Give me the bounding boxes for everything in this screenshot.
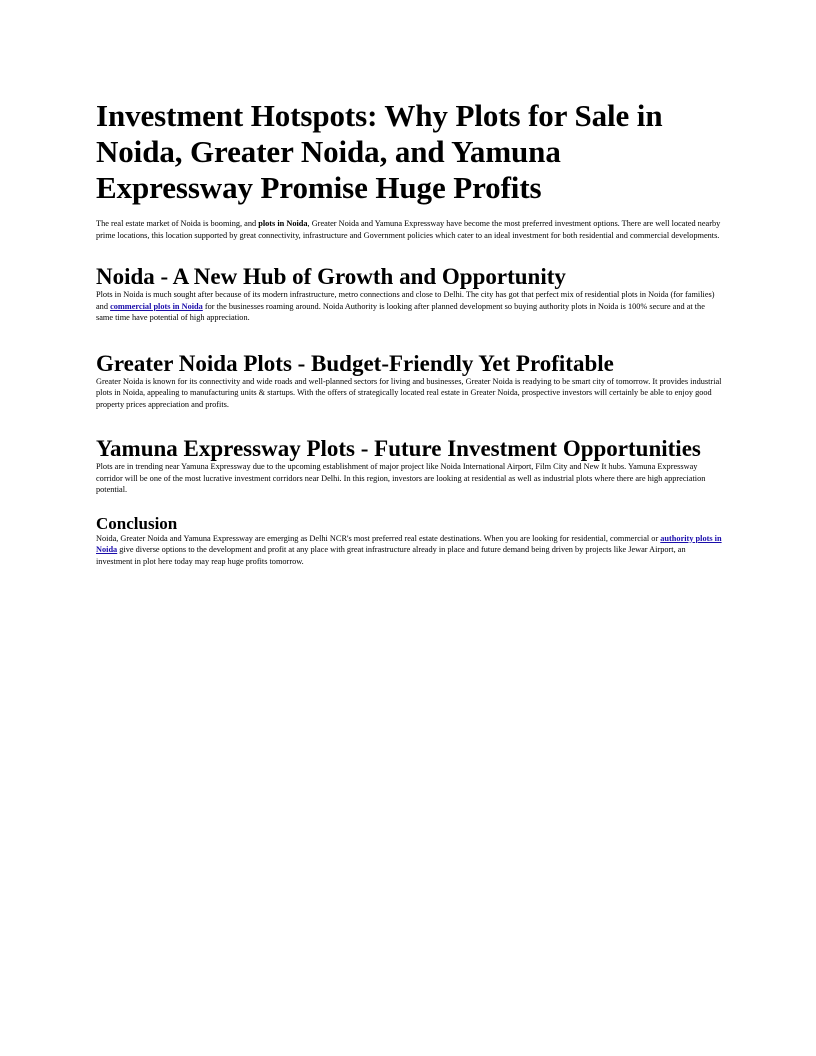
conclusion-paragraph xyxy=(96,533,722,568)
section-noida xyxy=(96,264,722,324)
intro-bold-keyword: plots in Noida xyxy=(258,219,308,228)
section-yamuna-expressway xyxy=(96,436,722,496)
section-greater-noida xyxy=(96,351,722,411)
noida-text-end: for the businesses roaming around. Noida Authority is looking after planned development so buying authority plots in Noida is 100% secure and at the same time have potential of high appreciation. xyxy=(96,301,705,322)
intro-text-end: , Greater Noida and Yamuna Expressway have become the most preferred investment options. There are well located nearby prime locations, this location supported by great connectivity, infrastructure and Government policies which cater to an ideal investment for both residential and commercial developments. xyxy=(96,219,721,240)
section-heading-yamuna-expressway: Yamuna Expressway Plots - Future Investment Opportunities xyxy=(96,436,701,461)
conclusion-text-start: Noida, Greater Noida and Yamuna Expressway are emerging as Delhi NCR's most preferred real estate destinations. When you are looking for residential, commercial or xyxy=(96,533,661,543)
section-conclusion xyxy=(96,515,722,568)
section-heading-greater-noida: Greater Noida Plots - Budget-Friendly Yet Profitable xyxy=(96,350,614,376)
conclusion-text-end: give diverse options to the development and profit at any place with great infrastructure already in place and future demand being driven by projects like Jewar Airport, an investment in plot here today may reap huge profits tomorrow. xyxy=(96,545,686,566)
section-paragraph-yamuna-expressway: Plots are in trending near Yamuna Expressway due to the upcoming establishment of major project like Noida International Airport, Film City and New It hubs. Yamuna Expressway corridor will be one of the most lucrative investment corridors near Delhi. In this region, investors are looking at residential as well as industrial plots where there are high appreciation potential. xyxy=(96,462,706,494)
conclusion-heading: Conclusion xyxy=(96,513,178,533)
noida-text-start: Plots in Noida is much sought after because of its modern infrastructure, metro connections and close to Delhi. The city has got that perfect mix of residential plots in Noida (for families) and xyxy=(96,290,715,311)
intro-text-start: The real estate market of Noida is booming, and xyxy=(96,219,259,228)
intro-paragraph xyxy=(96,218,722,241)
page-title: Investment Hotspots: Why Plots for Sale in Noida, Greater Noida, and Yamuna Expressway Promise Huge Profits xyxy=(96,98,663,205)
section-paragraph-greater-noida: Greater Noida is known for its connectivity and wide roads and well-planned sectors for living and businesses, Greater Noida is readying to be smart city of tomorrow. It provides industrial plots in Noida, appealing to manufacturing units & startups. With the offers of strategically located real estate in Greater Noida, prospective investors will certainly be able to enjoy good property prices appreciation and profits. xyxy=(96,376,722,409)
section-paragraph-noida xyxy=(96,289,722,324)
section-heading-noida: Noida - A New Hub of Growth and Opportunity xyxy=(96,264,566,289)
document-page xyxy=(96,98,722,567)
authority-plots-link[interactable]: authority plots in Noida xyxy=(96,533,722,554)
commercial-plots-link[interactable]: commercial plots in Noida xyxy=(110,301,203,311)
